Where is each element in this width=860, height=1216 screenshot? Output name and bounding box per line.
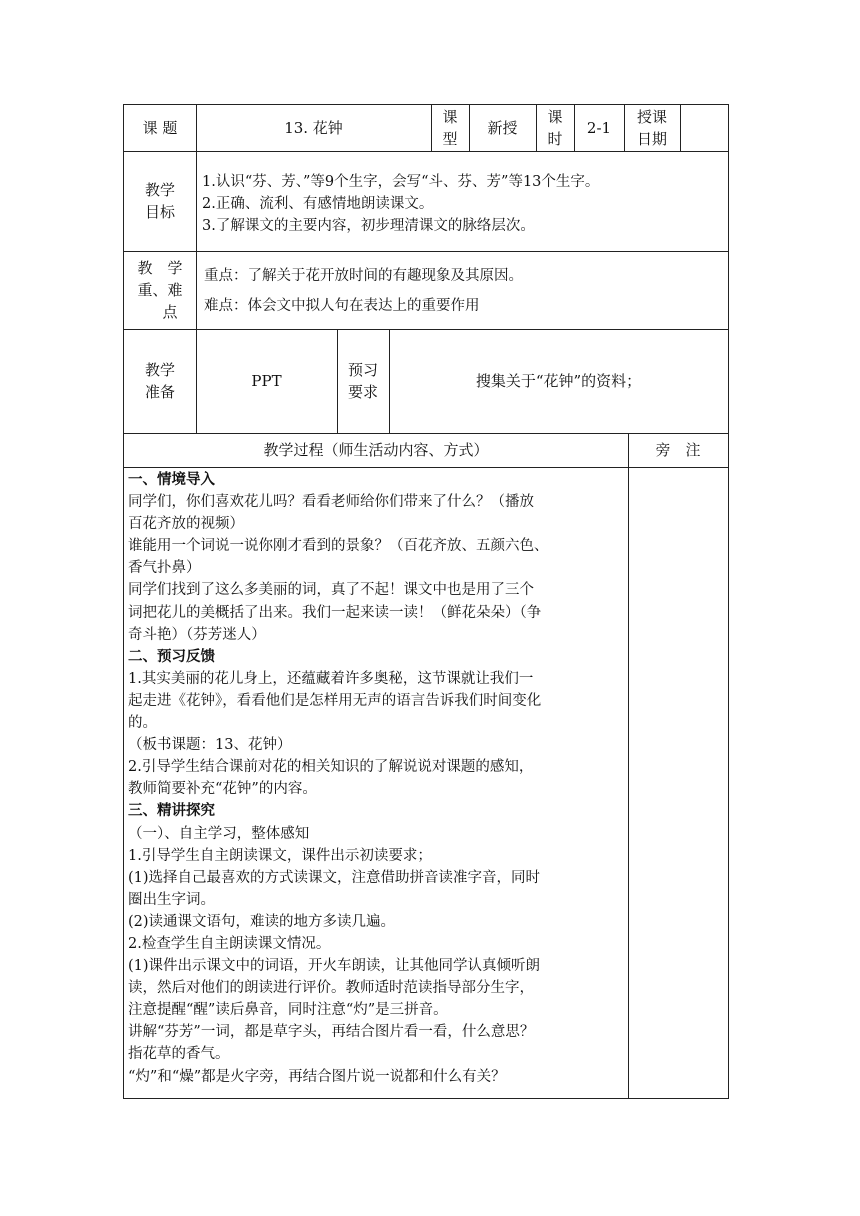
focus-point: 重点：了解关于花开放时间的有趣现象及其原因。 [204,268,523,284]
process-line: 2.检查学生自主朗读课文情况。 [128,935,331,952]
process-line: (2)读通课文语句，难读的地方多读几遍。 [128,913,396,930]
process-line: “灼”和“燥”都是火字旁，再结合图片说一说都和什么有关？ [128,1068,506,1085]
process-content [128,469,628,1088]
difficulty-point: 难点：体会文中拟人句在表达上的重要作用 [204,298,480,314]
process-line: 谁能用一个词说一说你刚才看到的景象？（百花齐放、五颜六色、 [128,538,549,555]
process-line: (1)课件出示课文中的词语，开火车朗读，让其他同学认真倾听朗 [128,958,541,975]
process-line: 起走进《花钟》，看看他们是怎样用无声的语言告诉我们时间变化 [128,692,542,709]
goal-item: 3.了解课文的主要内容，初步理清课文的脉络层次。 [202,218,535,234]
process-line: 的。 [128,715,157,732]
process-line: 注意提醒“醒”读后鼻音，同时注意“灼”是三拼音。 [128,1002,448,1019]
process-line: (1)选择自己最喜欢的方式读课文，注意借助拼音读准字音，同时 [128,869,541,886]
section-heading: 三、精讲探究 [128,802,215,820]
process-line: 2.引导学生结合课前对花的相关知识的了解说说对课题的感知， [128,759,534,776]
key-points-content [204,251,724,329]
process-line: 百花齐放的视频） [128,516,244,533]
process-header: 教学过程（师生活动内容、方式） [263,441,489,459]
preview-requirement: 搜集关于“花钟”的资料； [475,372,642,390]
goal-item: 1.认识“芬、芳、”等9个生字，会写“斗、芬、芳”等13个生字。 [202,174,600,190]
preparation-label: 教学 准备 [144,361,175,401]
section-heading: 一、情境导入 [128,471,215,488]
type-value: 新授 [487,119,518,137]
period-value: 2-1 [586,119,612,137]
process-line: 香气扑鼻） [128,560,201,577]
process-line: 词把花儿的美概括了出来。我们一起来读一读！（鲜花朵朵）（争 [128,604,542,621]
preparation-value: PPT [251,372,282,390]
title-label: 课 题 [142,119,178,137]
lesson-title: 13. 花钟 [284,119,343,137]
date-value [680,105,728,151]
process-line: （板书课题：13、花钟） [128,737,292,754]
goals-label: 教学 目标 [144,181,175,221]
process-line: 1.其实美丽的花儿身上，还蕴藏着许多奥秘，这节课就让我们一 [128,670,534,687]
process-line: 教师简要补充“花钟”的内容。 [128,781,317,798]
process-line: 圈出生字词。 [128,891,215,908]
goals-content [202,151,726,251]
date-label: 授课 日期 [636,108,667,148]
process-line: 1.引导学生自主朗读课文，课件出示初读要求； [128,847,432,864]
side-note-area [629,468,728,1098]
side-note-header: 旁 注 [655,441,701,459]
lesson-plan-table [123,104,729,1099]
process-line: 奇斗艳）（芬芳迷人） [128,626,266,643]
process-line: 指花草的香气。 [128,1046,230,1063]
key-points-label: 教 学 重、难 点 [137,259,183,321]
period-label: 课 时 [547,108,563,148]
process-line: （一）、自主学习，整体感知 [128,825,310,842]
preview-label: 预习 要求 [347,361,378,401]
process-line: 读，然后对他们的朗读进行评价。教师适时范读指导部分生字， [128,980,534,997]
process-line: 同学们找到了这么多美丽的词，真了不起！课文中也是用了三个 [128,582,534,599]
process-line: 同学们，你们喜欢花儿吗？看看老师给你们带来了什么？（播放 [128,494,534,511]
goal-item: 2.正确、流利、有感情地朗读课文。 [202,196,434,212]
section-heading: 二、预习反馈 [128,647,215,665]
type-label: 课 型 [442,108,458,148]
process-line: 讲解“芬芳”一词，都是草字头，再结合图片看一看，什么意思？ [128,1024,535,1041]
